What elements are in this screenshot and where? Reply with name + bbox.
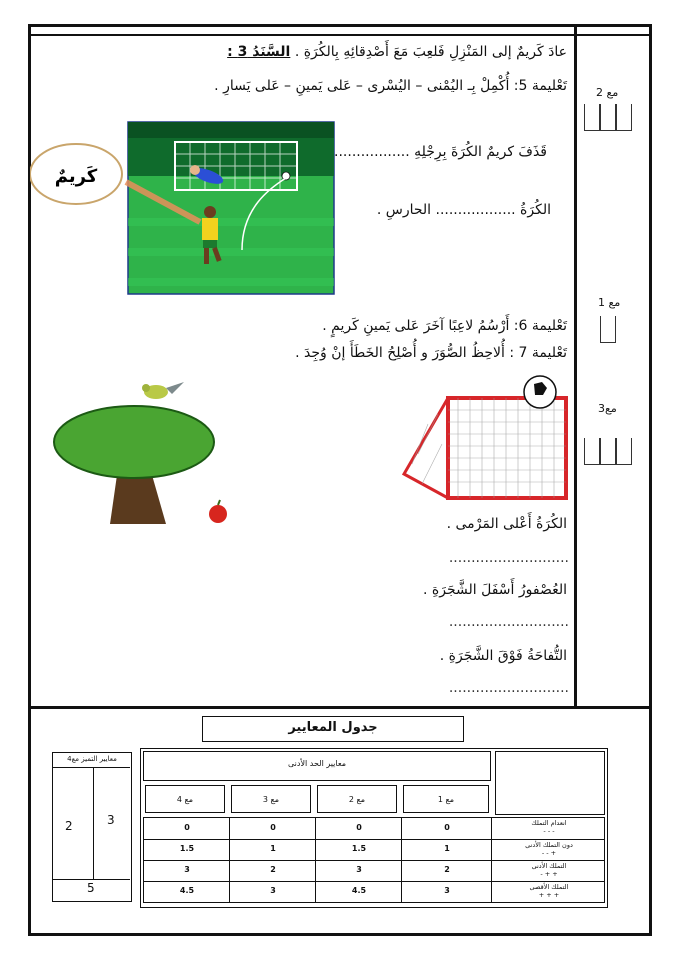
col-head-4: مع 4 <box>176 795 194 804</box>
instruction-7: تَعْليمة 7 : أُلاحِظُ الصُّوَرَ و أُصْلِحُ الخَطَأَ إنْ وُجِدَ . <box>295 345 567 361</box>
cell-c1-r1: 0 <box>444 823 450 832</box>
criteria-3-label: مع3 <box>598 402 617 415</box>
speech-bubble-text: كَريمٌ <box>54 166 98 187</box>
cell-c3-r1: 0 <box>270 823 276 832</box>
answer-line-2[interactable]: ........................... <box>448 614 569 630</box>
apple-figure <box>209 505 227 523</box>
row-label-1: انعدام التملك - - - <box>531 819 567 835</box>
cell-c1-r3: 2 <box>444 865 450 874</box>
excellence-right-value: 3 <box>107 813 115 827</box>
tree-illustration <box>48 380 248 530</box>
cell-c4-r1: 0 <box>184 823 190 832</box>
sentence-1: قَذَفَ كريمٌ الكُرَةَ بِرِجْلِهِ ................. <box>334 144 547 160</box>
col-head-1: مع 1 <box>437 795 455 804</box>
answer-line-1[interactable]: ........................... <box>448 550 569 566</box>
excellence-left-value: 2 <box>65 819 73 833</box>
fix-sentence-1: الكُرَةُ أَعْلى المَرْمى . <box>446 516 567 532</box>
criteria-1-label: مع 1 <box>598 296 621 309</box>
section-divider <box>28 706 652 709</box>
goal-illustration <box>398 374 574 504</box>
soccer-illustration <box>30 118 336 298</box>
row-label-4: التملك الأقصى + + + <box>529 883 569 899</box>
ball-on-goal <box>524 376 556 408</box>
fix-sentence-2: العُصْفورُ أَسْفَلَ الشَّجَرَةِ . <box>423 582 567 598</box>
cell-c3-r3: 2 <box>270 865 276 874</box>
cell-c3-r4: 3 <box>270 886 276 895</box>
bird-figure <box>142 382 184 399</box>
cell-c4-r2: 1.5 <box>179 844 195 853</box>
top-rule <box>28 34 652 36</box>
row-label-2: دون التملك الأدنى - - + <box>525 841 573 857</box>
criteria-2-boxes[interactable] <box>584 104 632 131</box>
fix-sentence-3: التُّفاحَةُ فَوْقَ الشَّجَرَةِ . <box>439 648 567 664</box>
criteria-3-boxes[interactable] <box>584 438 632 465</box>
cell-c3-r2: 1 <box>270 844 276 853</box>
minimum-header: معايير الحد الأدنى <box>288 759 346 768</box>
instruction-6: تَعْليمة 6: أَرْسُمُ لاعِبًا آخَرَ عَلى يَمينِ كَريمٍ . <box>322 318 567 334</box>
excellence-total: 5 <box>87 881 95 895</box>
instruction-5: تَعْليمة 5: أُكْمِلْ بِـ اليُمْنى – اليُسْرى – عَلى يَمينِ – عَلى يَسارِ . <box>214 78 567 94</box>
minimum-criteria-table <box>140 748 608 908</box>
cell-c2-r3: 3 <box>356 865 362 874</box>
table-title: جدول المعايير <box>288 720 378 735</box>
cell-c2-r2: 1.5 <box>351 844 367 853</box>
excellence-box <box>52 752 132 902</box>
criteria-column-divider <box>574 24 577 707</box>
col-head-2: مع 2 <box>348 795 366 804</box>
row-label-3: التملك الأدنى - + + <box>531 862 567 878</box>
answer-line-3[interactable]: ........................... <box>448 680 569 696</box>
cell-c4-r4: 4.5 <box>179 886 195 895</box>
cell-c2-r1: 0 <box>356 823 362 832</box>
document-line: عادَ كَريمٌ إلى المَنْزِلِ فَلعِبَ مَعَ أَصْدِقائِهِ بِالكُرَةِ . السَّنَدُ 3 : <box>227 44 567 60</box>
cell-c4-r3: 3 <box>184 865 190 874</box>
cell-c2-r4: 4.5 <box>351 886 367 895</box>
cell-c1-r4: 3 <box>444 886 450 895</box>
cell-c1-r2: 1 <box>444 844 450 853</box>
criteria-1-boxes[interactable] <box>600 316 616 343</box>
table-title-box <box>202 716 464 742</box>
col-head-3: مع 3 <box>262 795 280 804</box>
excellence-header: معايير التميز مع4 <box>67 755 117 763</box>
document-label: السَّنَدُ 3 : <box>227 44 291 60</box>
criteria-2-label: مع 2 <box>596 86 619 99</box>
sentence-2: الكُرَةُ .................. الحارسِ . <box>376 202 551 218</box>
